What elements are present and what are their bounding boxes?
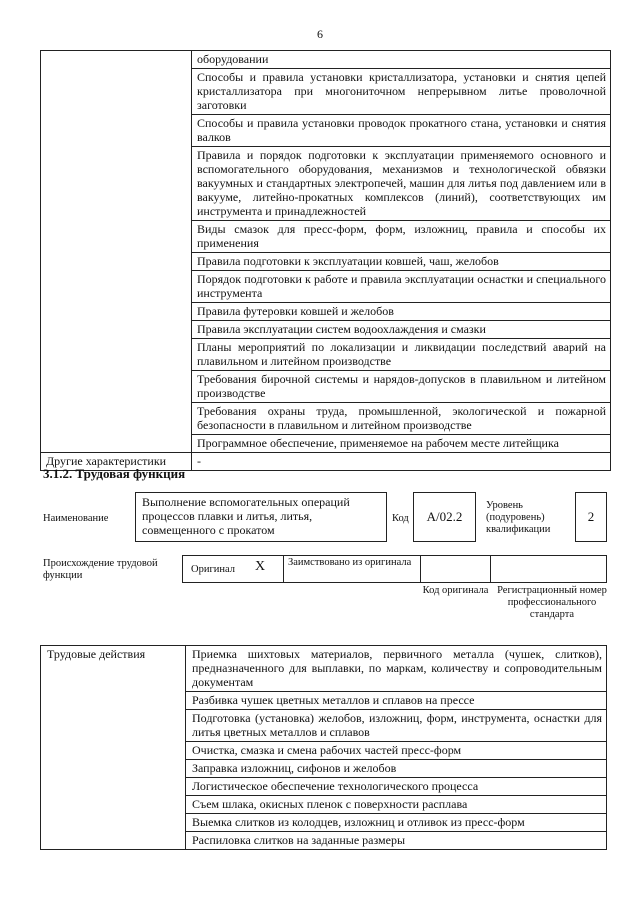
action-item: Логистическое обеспечение технологического процесса [186,778,607,796]
original-mark: X [255,559,266,574]
code-caption: Код оригинала [422,585,489,596]
knowledge-item: Требования бирочной системы и нарядов-допусков в плавильном и литейном производстве [192,371,611,403]
knowledge-item: Программное обеспечение, применяемое на рабочем месте литейщика [192,435,611,453]
other-characteristics-value: - [192,453,611,471]
page-number: 6 [317,27,323,41]
function-name-value: Выполнение вспомогательных операций процессов плавки и литья, литья, совмещенного с прокатом [142,495,350,537]
action-item: Съем шлака, окисных пленок с поверхности расплава [186,796,607,814]
function-level-value: 2 [587,509,595,524]
knowledge-table [40,50,611,471]
original-label: Оригинал [191,564,235,575]
knowledge-item: Правила подготовки к эксплуатации ковшей, чаш, желобов [192,253,611,271]
knowledge-item: оборудовании [192,51,611,69]
level-label: Уровень (подуровень) квалификации [486,500,551,535]
left-cell [41,51,192,453]
knowledge-item: Требования охраны труда, промышленной, экологической и пожарной безопасности в плавильном и литейном производстве [192,403,611,435]
borrowed-cell [283,555,421,583]
action-item: Выемка слитков из колодцев, изложниц и отливок из пресс-форм [186,814,607,832]
action-item: Заправка изложниц, сифонов и желобов [186,760,607,778]
section-heading: 3.1.2. Трудовая функция [43,466,186,481]
registration-caption: Регистрационный номер профессионального стандарта [497,585,607,620]
action-item: Очистка, смазка и смена рабочих частей пресс-форм [186,742,607,760]
action-item: Распиловка слитков на заданные размеры [186,832,607,850]
action-item: Приемка шихтовых материалов, первичного металла (чушек, слитков), предназначенного для выплавки, по маркам, количеству и сопроводительным документам [186,646,607,692]
origin-label: Происхождение трудовой функции [43,558,158,581]
table-row [41,646,607,692]
original-code-cell [420,555,491,583]
other-characteristics-label: Другие характеристики [41,453,192,471]
knowledge-item: Способы и правила установки проводок прокатного стана, установки и снятия валков [192,115,611,147]
function-code-box [413,492,476,542]
origin-row [182,555,607,583]
code-label: Код [392,513,409,524]
original-cell [182,555,284,583]
borrowed-label: Заимствовано из оригинала [288,557,412,568]
knowledge-item: Правила эксплуатации систем водоохлаждения и смазки [192,321,611,339]
knowledge-item: Виды смазок для пресс-форм, форм, изложниц, правила и способы их применения [192,221,611,253]
action-item: Подготовка (установка) желобов, изложниц, форм, инструмента, оснастки для литья цветных металлов и сплавов [186,710,607,742]
knowledge-item: Порядок подготовки к работе и правила эксплуатации оснастки и специального инструмента [192,271,611,303]
table-row [41,51,611,69]
name-label: Наименование [43,513,109,524]
knowledge-item: Способы и правила установки кристаллизатора, установки и снятия цепей кристаллизатора при многониточном непрерывном литье проволочной заготовки [192,69,611,115]
actions-label: Трудовые действия [41,646,186,850]
function-code-value: А/02.2 [426,509,463,524]
function-level-box [575,492,607,542]
knowledge-item: Планы мероприятий по локализации и ликвидации последствий аварий на плавильном и литейном производстве [192,339,611,371]
registration-number-cell [490,555,607,583]
knowledge-item: Правила футеровки ковшей и желобов [192,303,611,321]
actions-table [40,645,607,850]
action-item: Разбивка чушек цветных металлов и сплавов на прессе [186,692,607,710]
knowledge-item: Правила и порядок подготовки к эксплуатации применяемого основного и вспомогательного оборудования, механизмов и технологической обвязки вакуумных и стандартных электропечей, машин для литья под давлением или в вакууме, литейно-прокатных комплексов (линий), соответствующих им инструмента и принадлежностей [192,147,611,221]
function-name-box [135,492,387,542]
